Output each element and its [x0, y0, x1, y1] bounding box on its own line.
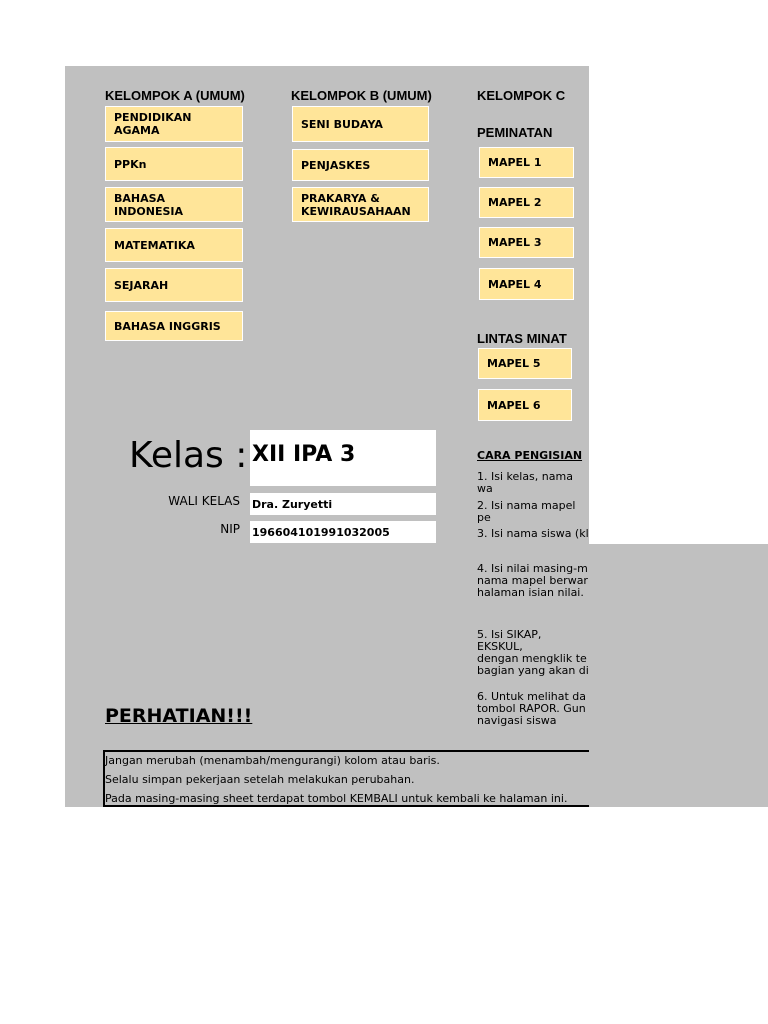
group-b-title: KELOMPOK B (UMUM)	[291, 88, 432, 103]
subject-button-bahasa-inggris[interactable]: BAHASA INGGRIS	[105, 311, 243, 341]
subject-button-mapel-3[interactable]: MAPEL 3	[479, 227, 574, 258]
subject-button-mapel-5[interactable]: MAPEL 5	[478, 348, 572, 379]
nip-input[interactable]: 196604101991032005	[250, 521, 436, 543]
subject-button-bahasa-indonesia[interactable]: BAHASA INDONESIA	[105, 187, 243, 222]
kelas-label: Kelas :	[129, 435, 248, 476]
subject-button-matematika[interactable]: MATEMATIKA	[105, 228, 243, 262]
peminatan-title: PEMINATAN	[477, 125, 553, 140]
instruction-step-4: 4. Isi nilai masing-m nama mapel berwar halaman isian nilai.	[477, 563, 588, 599]
subject-button-sejarah[interactable]: SEJARAH	[105, 268, 243, 302]
group-a-title: KELOMPOK A (UMUM)	[105, 88, 245, 103]
nip-label: NIP	[220, 522, 240, 536]
instruction-step-1: 1. Isi kelas, nama wa	[477, 471, 573, 495]
notice-line-1: Jangan merubah (menambah/mengurangi) kolom atau baris.	[105, 754, 440, 767]
sheet-panel-right	[589, 544, 768, 807]
subject-button-seni-budaya[interactable]: SENI BUDAYA	[292, 106, 429, 142]
subject-button-prakarya[interactable]: PRAKARYA & KEWIRAUSAHAAN	[292, 187, 429, 222]
subject-button-penjaskes[interactable]: PENJASKES	[292, 149, 429, 181]
kelas-input[interactable]: XII IPA 3	[250, 430, 436, 486]
notice-line-2: Selalu simpan pekerjaan setelah melakukan perubahan.	[105, 773, 415, 786]
instructions-title: CARA PENGISIAN	[477, 449, 583, 462]
subject-button-pendidikan-agama[interactable]: PENDIDIKAN AGAMA	[105, 106, 243, 142]
instruction-step-2: 2. Isi nama mapel pe	[477, 500, 576, 524]
subject-button-mapel-2[interactable]: MAPEL 2	[479, 187, 574, 218]
instruction-step-6: 6. Untuk melihat da tombol RAPOR. Gun navigasi siswa	[477, 691, 587, 727]
wali-kelas-label: WALI KELAS	[168, 494, 240, 508]
notice-line-3: Pada masing-masing sheet terdapat tombol KEMBALI untuk kembali ke halaman ini.	[105, 792, 568, 805]
lintas-minat-title: LINTAS MINAT	[477, 331, 567, 346]
subject-button-mapel-1[interactable]: MAPEL 1	[479, 147, 574, 178]
wali-kelas-input[interactable]: Dra. Zuryetti	[250, 493, 436, 515]
instruction-step-5: 5. Isi SIKAP, EKSKUL, dengan mengklik te bagian yang akan di	[477, 629, 589, 677]
subject-button-mapel-6[interactable]: MAPEL 6	[478, 389, 572, 421]
instruction-step-3: 3. Isi nama siswa (kl	[477, 528, 589, 540]
group-c-title: KELOMPOK C	[477, 88, 566, 103]
subject-button-ppkn[interactable]: PPKn	[105, 147, 243, 181]
notice-title: PERHATIAN!!!	[105, 705, 253, 727]
subject-button-mapel-4[interactable]: MAPEL 4	[479, 268, 574, 300]
